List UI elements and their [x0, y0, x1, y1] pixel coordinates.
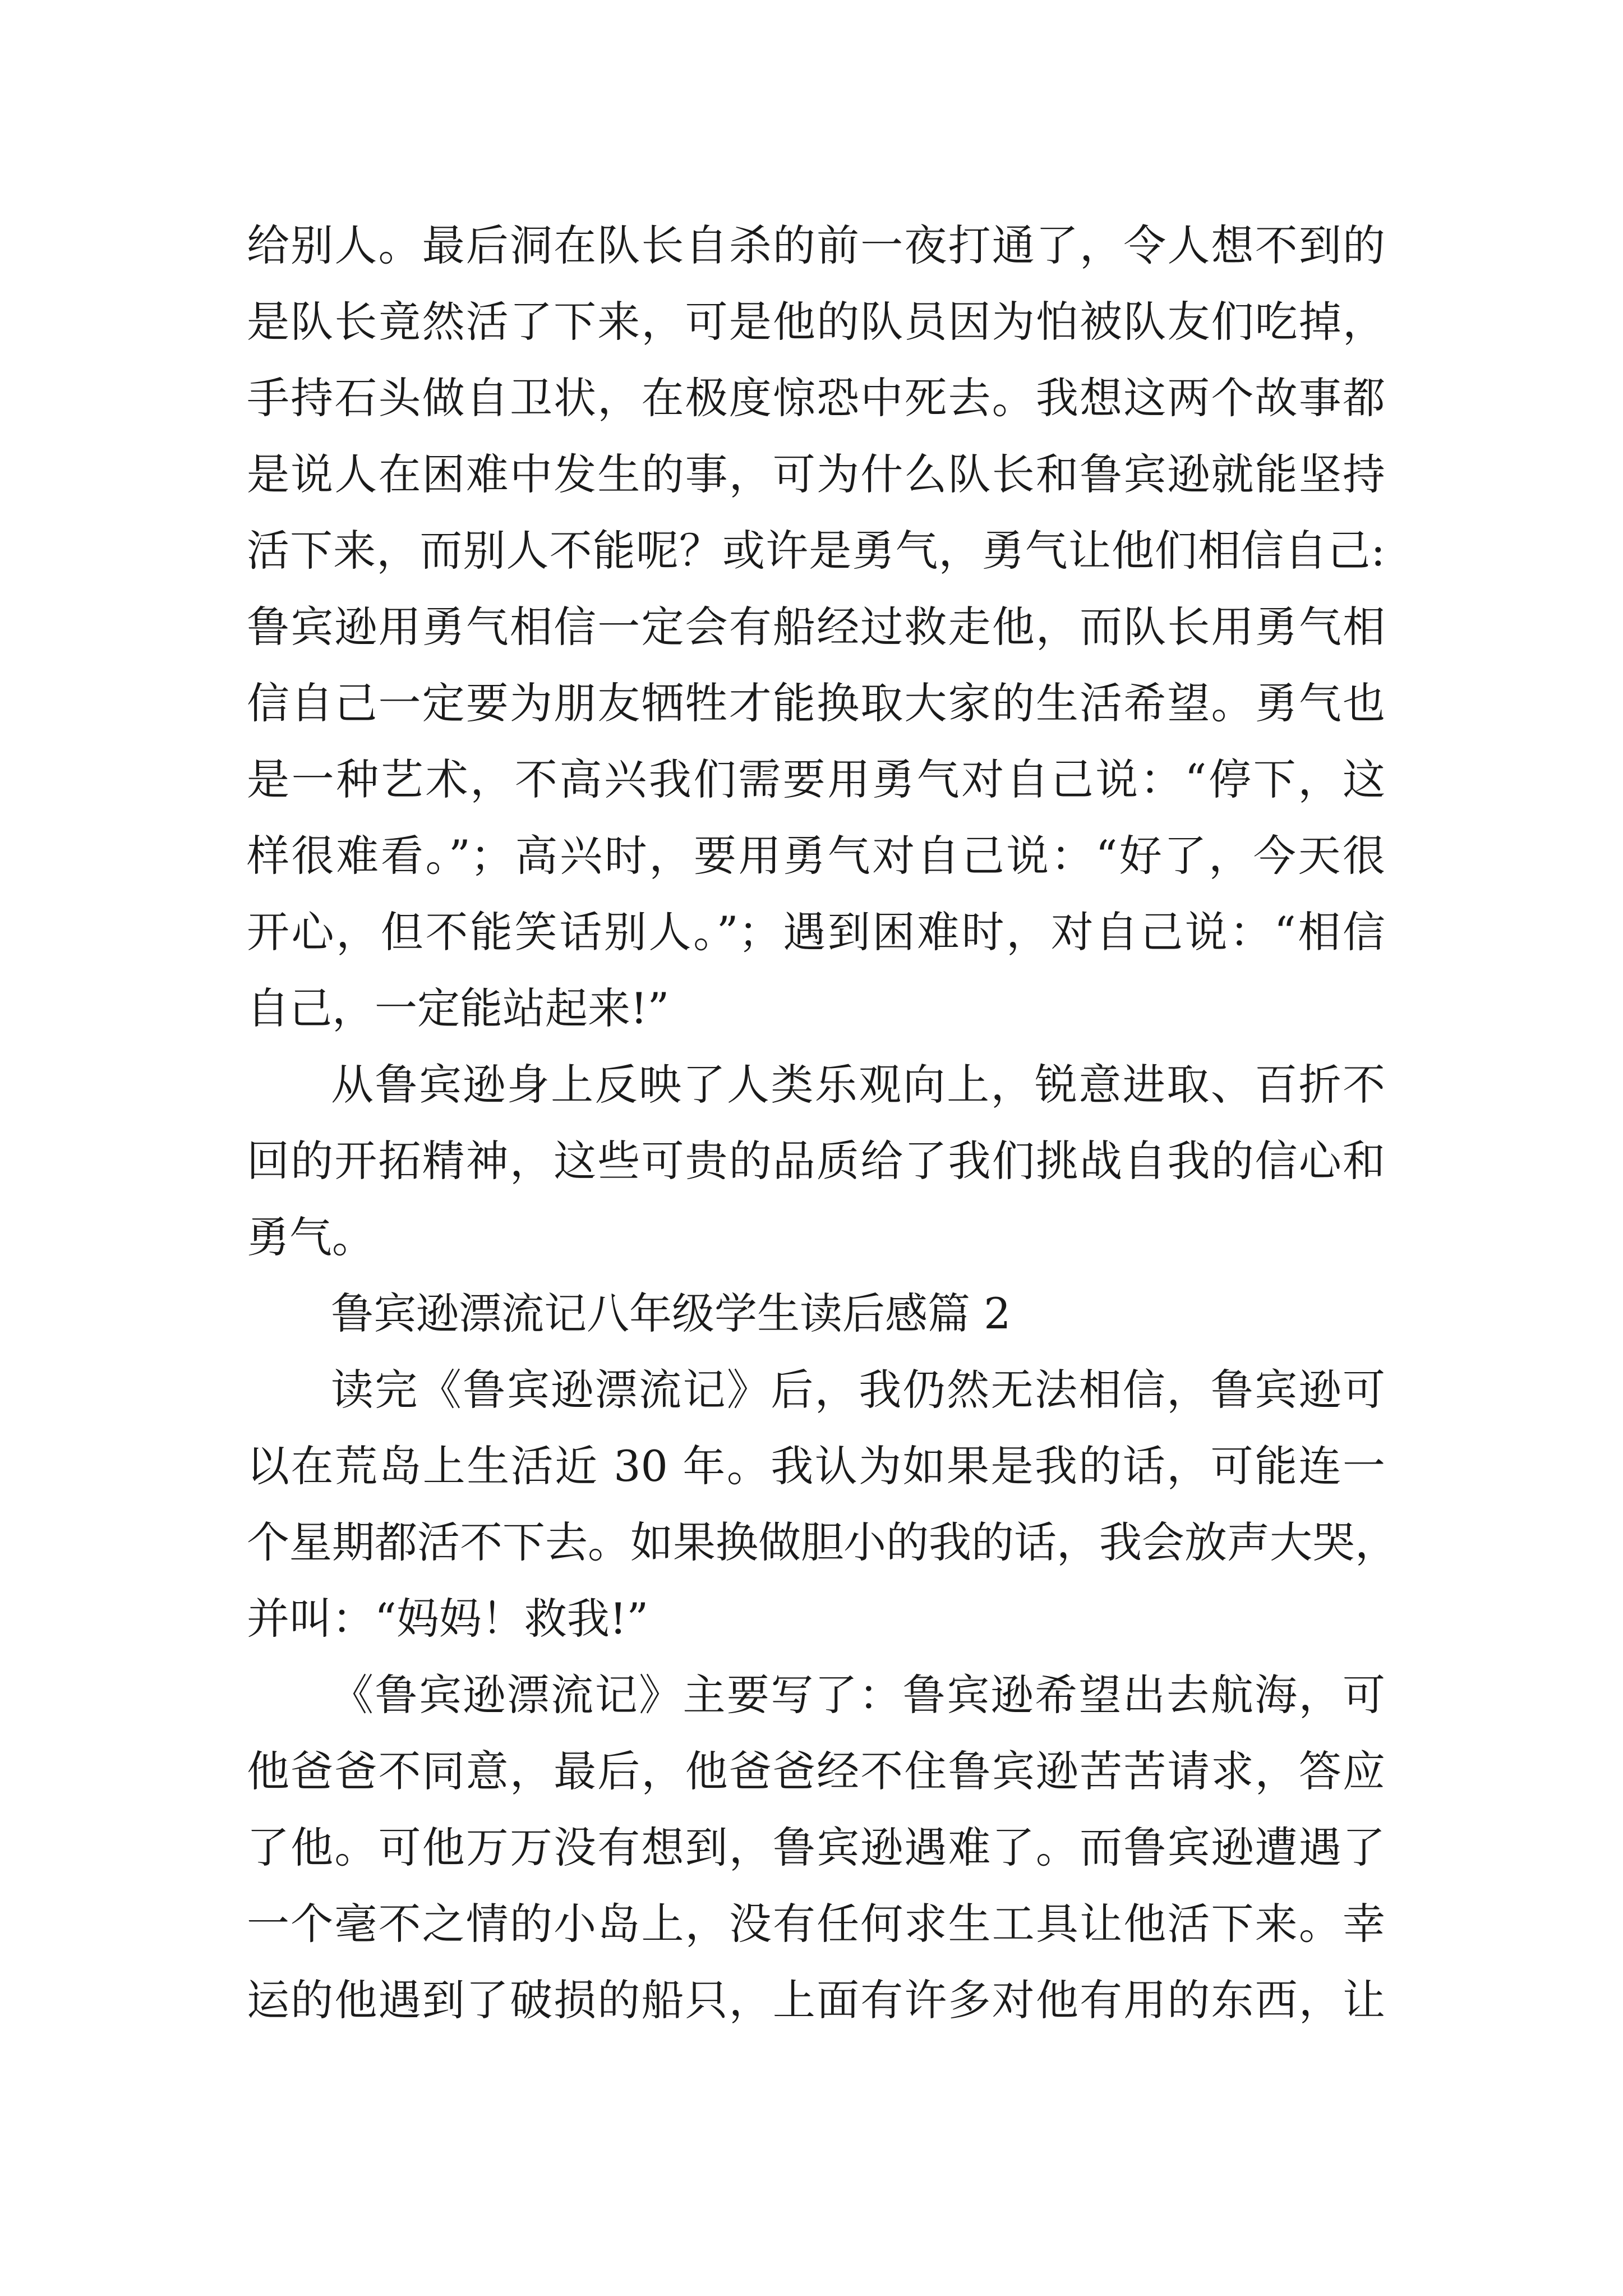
p2-line-1: 从鲁宾逊身上反映了人类乐观向上，锐意进取、百折不 — [331, 1060, 1385, 1110]
p4-line-2: 以在荒岛上生活近 30 年。我认为如果是我的话，可能连一 — [247, 1441, 1385, 1491]
p1-line-9: 样很难看。”；高兴时，要用勇气对自己说：“好了，今天很 — [247, 831, 1385, 881]
section-heading: 鲁宾逊漂流记八年级学生读后感篇 2 — [331, 1289, 1011, 1338]
p1-line-6: 鲁宾逊用勇气相信一定会有船经过救走他，而队长用勇气相 — [247, 602, 1385, 652]
p5-line-4: 一个毫不之情的小岛上，没有任何求生工具让他活下来。幸 — [247, 1899, 1385, 1949]
p1-line-11: 自己，一定能站起来!” — [247, 983, 670, 1033]
p1-line-1: 给别人。最后洞在队长自杀的前一夜打通了，令人想不到的 — [247, 220, 1385, 270]
p4-line-1: 读完《鲁宾逊漂流记》后，我仍然无法相信，鲁宾逊可 — [331, 1365, 1385, 1415]
p1-line-7: 信自己一定要为朋友牺牲才能换取大家的生活希望。勇气也 — [247, 678, 1385, 728]
p5-line-1: 《鲁宾逊漂流记》主要写了：鲁宾逊希望出去航海，可 — [331, 1670, 1385, 1720]
p1-line-2: 是队长竟然活了下来，可是他的队员因为怕被队友们吃掉， — [247, 297, 1385, 347]
p1-line-10: 开心，但不能笑话别人。”；遇到困难时，对自己说：“相信 — [247, 907, 1385, 957]
p1-line-8: 是一种艺术，不高兴我们需要用勇气对自己说：“停下，这 — [247, 754, 1385, 804]
p2-line-3: 勇气。 — [247, 1212, 375, 1262]
p1-line-4: 是说人在困难中发生的事，可为什么队长和鲁宾逊就能坚持 — [247, 449, 1385, 499]
p2-line-2: 回的开拓精神，这些可贵的品质给了我们挑战自我的信心和 — [247, 1136, 1385, 1186]
p1-line-3: 手持石头做自卫状，在极度惊恐中死去。我想这两个故事都 — [247, 373, 1385, 423]
p5-line-2: 他爸爸不同意，最后，他爸爸经不住鲁宾逊苦苦请求，答应 — [247, 1746, 1385, 1796]
p5-line-3: 了他。可他万万没有想到，鲁宾逊遇难了。而鲁宾逊遭遇了 — [247, 1823, 1385, 1872]
p4-line-3: 个星期都活不下去。如果换做胆小的我的话，我会放声大哭， — [247, 1517, 1398, 1567]
body-text — [247, 208, 1398, 2039]
p4-line-4: 并叫：“妈妈！救我!” — [247, 1594, 649, 1644]
p1-line-5: 活下来，而别人不能呢？或许是勇气，勇气让他们相信自己: — [247, 526, 1385, 576]
p5-line-5: 运的他遇到了破损的船只，上面有许多对他有用的东西，让 — [247, 1975, 1385, 2025]
